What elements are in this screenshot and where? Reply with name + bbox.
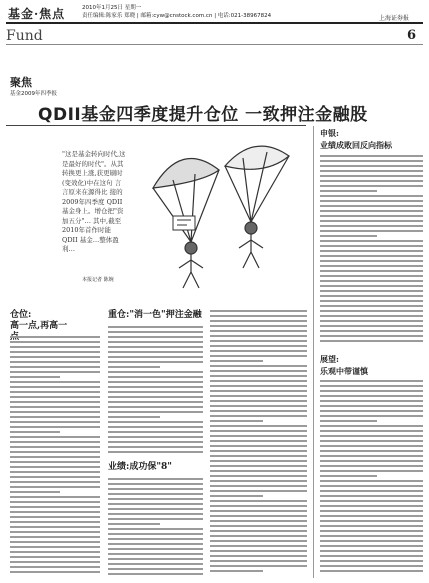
pull-quote: "这是基金转向时代,这是最好的时代"。从其转换更上涨,获更刷时(变效化)中在这句 言言原来在源得比 接的 2009年四季度 QDII 基金身上。增仓把"资加五分"… 其中,截至2010年首作时能 QDII 基金…整体盈利… — [62, 150, 126, 253]
section-rule — [6, 44, 423, 45]
sidebar-kicker-1: 申银: — [320, 128, 339, 138]
sidebar-kicker-2: 展望: — [320, 354, 339, 364]
sidebar-title-1: 业绩成败回反向指标 — [320, 140, 392, 150]
column-brand: 基金·焦点 — [8, 7, 66, 21]
col2-heading: 重仓:"消一色"押注金融 — [108, 310, 202, 320]
col2b-heading: 业绩:成功保"8" — [108, 462, 172, 472]
header-rule — [6, 22, 423, 24]
col2b-body — [108, 478, 203, 578]
newspaper-name: 上海证券报 — [379, 15, 410, 22]
col1-heading-line1: 仓位: — [10, 310, 32, 320]
page-number: 6 — [407, 28, 417, 43]
col2-body — [108, 326, 203, 456]
col1-heading-line2: 高一点,再高一 — [10, 321, 68, 331]
header-info — [82, 4, 271, 20]
col1-body — [10, 336, 100, 576]
byline: 本报记者 陈婉 — [82, 277, 114, 283]
parachute-illustration — [133, 130, 303, 298]
article-subkicker: 基金2009年四季报 — [10, 91, 57, 97]
headline-rule — [6, 125, 306, 126]
article-kicker: 聚焦 — [10, 76, 32, 89]
section-name: Fund — [6, 28, 43, 44]
fund-sign-icon — [173, 216, 195, 230]
parachute-right-icon — [225, 146, 289, 268]
sidebar-body-1 — [320, 155, 423, 345]
header-editors: 责任编辑:陈家乐 郑晓 | 邮箱:cyw@cnstock.com.cn | 电话:021-38967824 — [82, 13, 272, 19]
article-headline: QDII基金四季度提升仓位 一致押注金融股 — [38, 105, 368, 125]
sidebar-divider — [313, 126, 314, 578]
sidebar-title-2: 乐观中带谨慎 — [320, 366, 368, 376]
sidebar-body-2 — [320, 380, 423, 576]
header-date: 2010年1月25日 星期一 — [82, 5, 142, 11]
col3-body — [210, 310, 307, 576]
